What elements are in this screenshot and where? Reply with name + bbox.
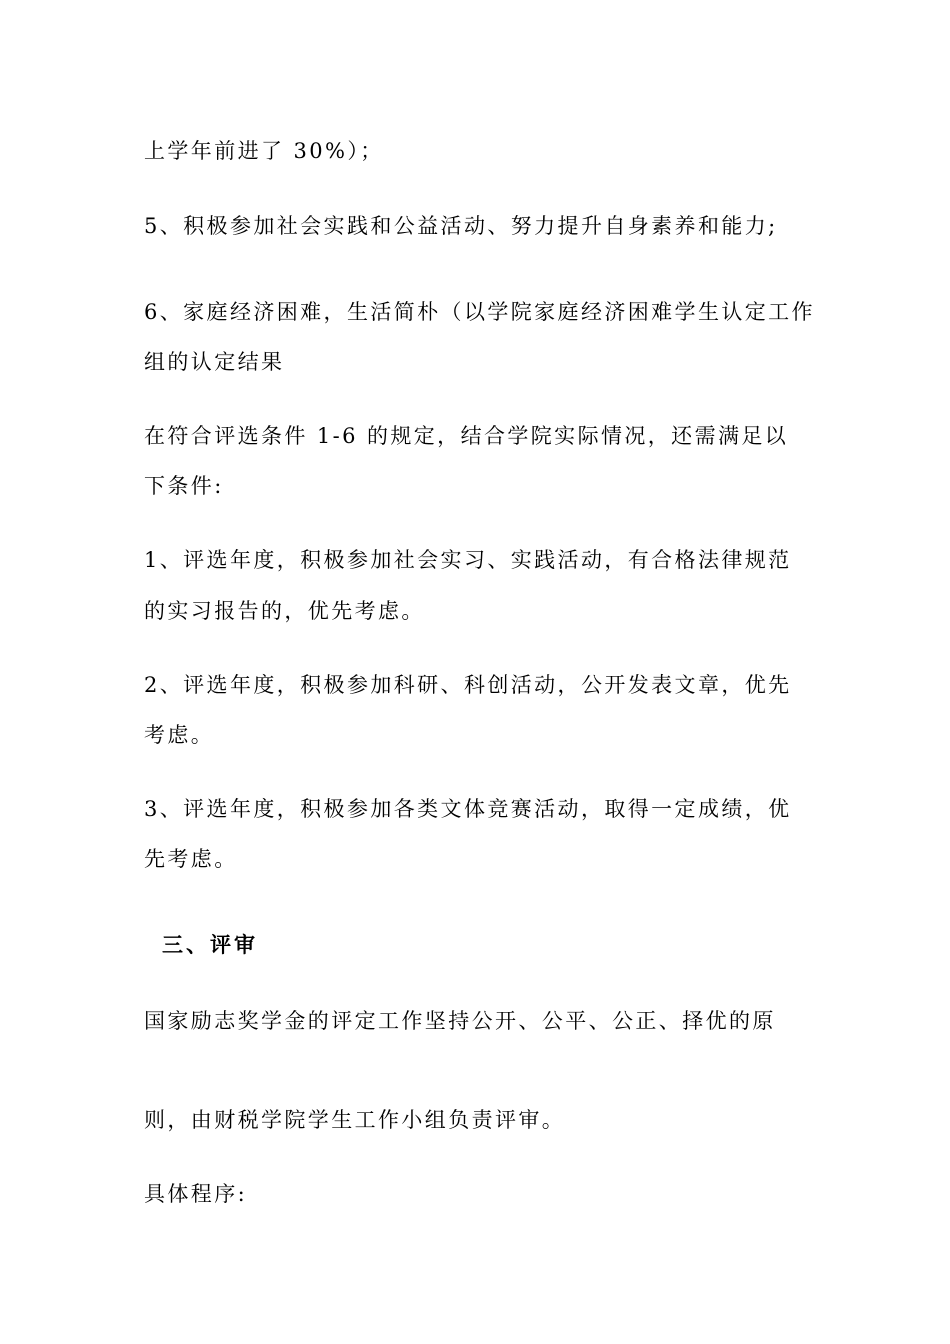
paragraph-line: 6、家庭经济困难，生活简朴（以学院家庭经济困难学生认定工作: [144, 300, 815, 324]
paragraph-line: 在符合评选条件 1-6 的规定，结合学院实际情况，还需满足以: [144, 424, 789, 448]
paragraph-line: 下条件:: [144, 474, 224, 498]
paragraph-line: 考虑。: [144, 723, 215, 747]
paragraph-line: 上学年前进了 30%）；: [144, 139, 384, 163]
paragraph-line: 先考虑。: [144, 847, 238, 871]
paragraph-line: 1、评选年度，积极参加社会实习、实践活动，有合格法律规范: [144, 548, 792, 572]
paragraph-line: 国家励志奖学金的评定工作坚持公开、公平、公正、择优的原: [144, 1009, 776, 1033]
paragraph-line: 则，由财税学院学生工作小组负责评审。: [144, 1108, 566, 1132]
paragraph-line: 具体程序:: [144, 1182, 248, 1206]
paragraph-line: 组的认定结果: [144, 350, 285, 374]
paragraph-line: 2、评选年度，积极参加科研、科创活动，公开发表文章，优先: [144, 673, 792, 697]
paragraph-line: 5、积极参加社会实践和公益活动、努力提升自身素养和能力;: [144, 214, 778, 238]
paragraph-line: 3、评选年度，积极参加各类文体竞赛活动，取得一定成绩，优: [144, 797, 792, 821]
section-heading: 三、评审: [162, 933, 258, 957]
paragraph-line: 的实习报告的，优先考虑。: [144, 599, 425, 623]
